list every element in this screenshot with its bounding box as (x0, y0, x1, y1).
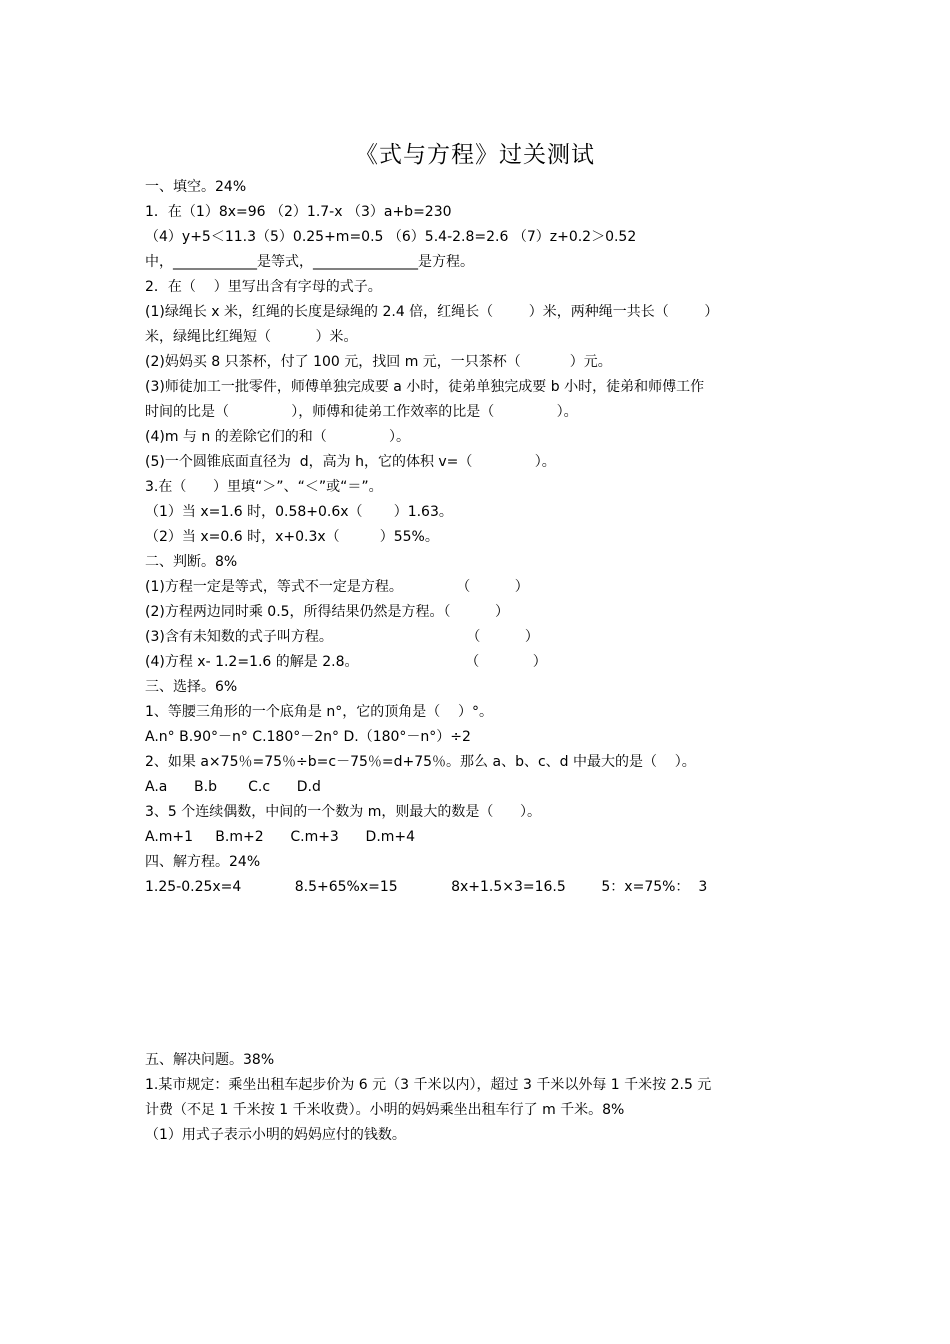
question-3-item-2: （2）当 x=0.6 时，x+0.3x（ ）55%。 (145, 529, 439, 545)
judgment-item-1: (1)方程一定是等式，等式不一定是方程。 （ ） (145, 579, 529, 595)
choice-3-options: A.m+1 B.m+2 C.m+3 D.m+4 (145, 829, 416, 845)
choice-3-question: 3、5 个连续偶数，中间的一个数为 m，则最大的数是（ ）。 (145, 804, 542, 820)
choice-1-question: 1、等腰三角形的一个底角是 n°，它的顶角是（ ）°。 (145, 704, 494, 720)
question-1-line-3: 中，____________是等式，_______________是方程。 (145, 254, 474, 270)
judgment-item-2: (2)方程两边同时乘 0.5，所得结果仍然是方程。（ ） (145, 604, 510, 620)
judgment-item-3: (3)含有未知数的式子叫方程。 （ ） (145, 629, 539, 645)
section-2-heading: 二、判断。8% (145, 554, 238, 570)
question-2-item-3-line-1: (3)师徒加工一批零件，师傅单独完成要 a 小时，徒弟单独完成要 b 小时，徒弟和师傅工作 (145, 379, 705, 395)
question-2-item-1-line-2: 米，绿绳比红绳短（ ）米。 (145, 329, 358, 345)
section-4-heading: 四、解方程。24% (145, 854, 261, 870)
choice-1-options: A.n° B.90°－n° C.180°－2n° D.（180°－n°）÷2 (145, 729, 471, 745)
question-2-item-1-line-1: (1)绿绳长 x 米，红绳的长度是绿绳的 2.4 倍，红绳长（ ）米，两种绳一共长（ ） (145, 304, 719, 320)
equations-row: 1.25-0.25x=4 8.5+65%x=15 8x+1.5×3=16.5 5：x=75%： 3 (145, 879, 708, 895)
judgment-item-4: (4)方程 x- 1.2=1.6 的解是 2.8。 （ ） (145, 654, 547, 670)
question-2-item-4: (4)m 与 n 的差除它们的和（ ）。 (145, 429, 410, 445)
question-2-heading: 2．在（ ）里写出含有字母的式子。 (145, 279, 382, 295)
question-3-item-1: （1）当 x=1.6 时，0.58+0.6x（ ）1.63。 (145, 504, 453, 520)
question-1-line-2: （4）y+5＜11.3（5）0.25+m=0.5 （6）5.4-2.8=2.6 （7）z+0.2＞0.52 (145, 229, 637, 245)
question-2-item-3-line-2: 时间的比是（ ），师傅和徒弟工作效率的比是（ ）。 (145, 404, 578, 420)
section-1-heading: 一、填空。24% (145, 179, 247, 195)
problem-1-line-2: 计费（不足 1 千米按 1 千米收费）。小明的妈妈乘坐出租车行了 m 千米。8% (145, 1102, 625, 1118)
section-5-heading: 五、解决问题。38% (145, 1052, 275, 1068)
question-2-item-5: (5)一个圆锥底面直径为 d，高为 h，它的体积 v=（ ）。 (145, 454, 556, 470)
section-3-heading: 三、选择。6% (145, 679, 238, 695)
page-title: 《式与方程》过关测试 (355, 142, 595, 168)
question-3-heading: 3.在（ ）里填“＞”、“＜”或“＝”。 (145, 479, 383, 495)
question-1-line-1: 1．在（1）8x=96 （2）1.7-x （3）a+b=230 (145, 204, 452, 220)
question-2-item-2: (2)妈妈买 8 只茶杯，付了 100 元，找回 m 元，一只茶杯（ ）元。 (145, 354, 612, 370)
choice-2-options: A.a B.b C.c D.d (145, 779, 321, 795)
problem-1-sub-1: （1）用式子表示小明的妈妈应付的钱数。 (145, 1127, 406, 1143)
choice-2-question: 2、如果 a×75％=75％÷b=c－75％=d+75％。那么 a、b、c、d 中最大的是（ ）。 (145, 754, 696, 770)
problem-1-line-1: 1.某市规定：乘坐出租车起步价为 6 元（3 千米以内），超过 3 千米以外每 1 千米按 2.5 元 (145, 1077, 712, 1093)
